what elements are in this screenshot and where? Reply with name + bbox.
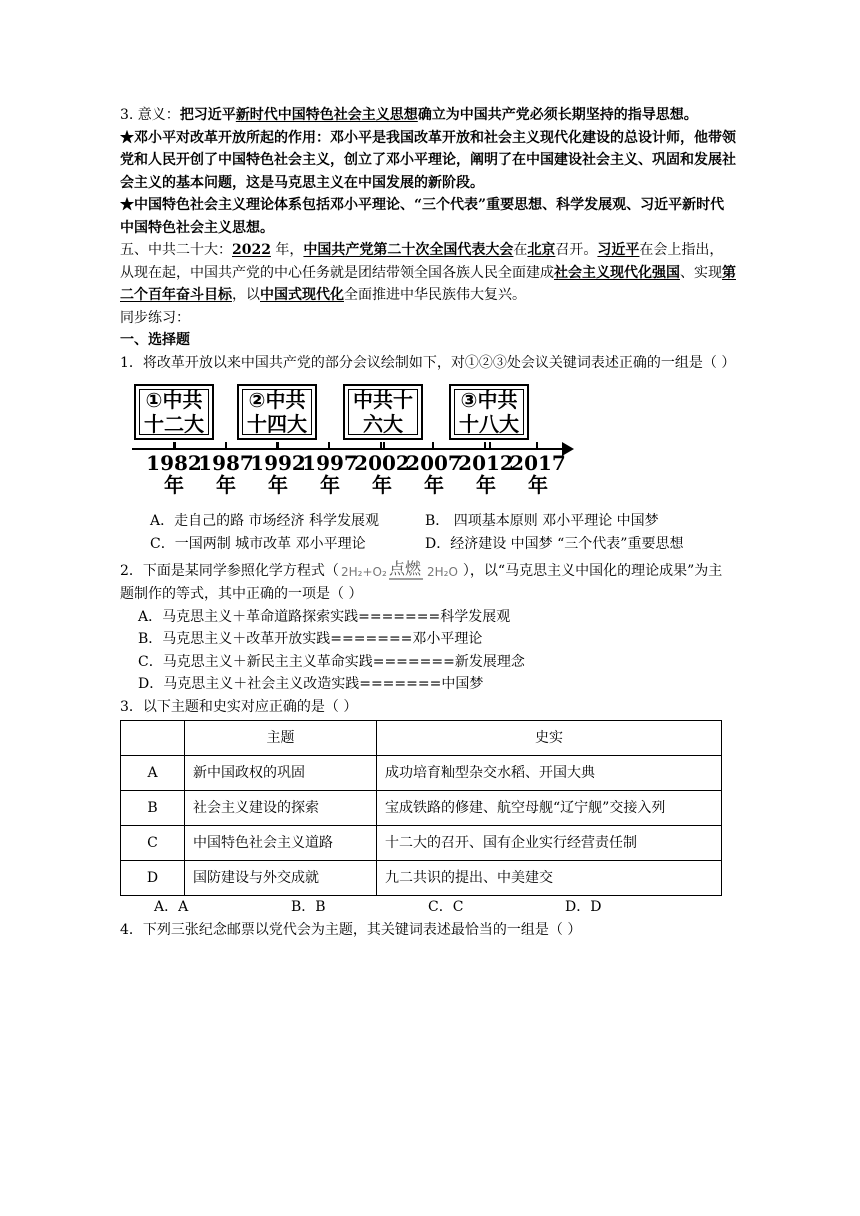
timeline-box [449,384,529,440]
q1-stem: 1．将改革开放以来中国共产党的部分会议绘制如下，对①②③处会议关键词表述正确的一组是（ ） [120,354,736,371]
timeline-box-label: ②中共 [248,388,306,412]
q2-option-b[interactable]: B．马克思主义＋改革开放实践=======邓小平理论 [138,631,483,647]
equation-condition: 点燃 [388,559,421,578]
practice-label: 同步练习： [120,309,190,326]
timeline-tick [380,442,382,450]
table-row [121,791,722,826]
timeline-box-label: 十四大 [247,412,307,436]
section-title: 一、选择题 [120,332,190,348]
q1-options [120,510,736,555]
table-row [121,826,722,861]
timeline-tick [484,442,486,450]
deng-role-paragraph: ★邓小平对改革开放所起的作用：邓小平是我国改革开放和社会主义现代化建设的总设计师，他带领党和人民开创了中国特色社会主义，创立了邓小平理论，阐明了在中国建设社会主义、巩固和发展社会主义的基本问题，这是马克思主义在中国发展的新阶段。 [120,129,736,191]
equation-left: 2H₂+O₂ [340,565,387,579]
table-row [121,861,722,896]
meaning-prefix: 3. 意义： [120,107,180,123]
timeline-box [237,384,317,440]
table-cell: 十二大的召开、国有企业实行经营责任制 [377,826,722,861]
table-row [121,756,722,791]
timeline-year: 1992 年 [250,451,306,497]
table-cell: B [121,791,185,826]
congress20-centenary: 第二个百年奋斗目标 [120,264,736,303]
table-cell: 国防建设与外交成就 [185,861,377,896]
table-header-cell [121,721,185,756]
timeline-tick [276,442,278,450]
congress20-text: 在会上指出，从现在起，中国共产党的中心任务就是团结带领全国各族人民全面建成 [120,242,724,281]
table-cell: 成功培育籼型杂交水稻、开国大典 [377,756,722,791]
table-cell: 新中国政权的巩固 [185,756,377,791]
timeline-year: 1982 年 [146,451,202,497]
q3-option-a[interactable]: A．A [154,899,189,915]
q1-option-a[interactable]: A．走自己的路 市场经济 科学发展观 [150,513,380,529]
congress20-year: 2022 [232,242,271,258]
congress20-label: 五、中共二十大： [120,242,232,258]
timeline-box-label: 十八大 [459,412,519,436]
q2-stem-text: 2．下面是某同学参照化学方程式（ [120,563,339,579]
q3-table [120,720,722,896]
congress20-name: 中国共产党第二十次全国代表大会 [303,242,514,258]
timeline-tick [173,442,175,450]
meaning-text: 把习近平 [179,107,236,123]
table-header-cell: 史实 [377,721,722,756]
table-header-cell: 主题 [185,721,377,756]
timeline-tick [328,442,330,450]
meaning-key-term: 新时代中国特色社会主义思想 [235,107,418,123]
timeline-year: 2007 年 [406,451,462,497]
timeline-tick [536,442,538,450]
congress20-text: 召开。 [555,242,598,258]
congress20-city: 北京 [527,242,556,258]
table-cell: 社会主义建设的探索 [185,791,377,826]
q3-option-c[interactable]: C．C [428,899,464,915]
congress20-leader: 习近平 [597,242,640,258]
q2-option-c[interactable]: C．马克思主义＋新民主主义革命实践=======新发展理念 [138,653,525,670]
q2-option-d[interactable]: D．马克思主义＋社会主义改造实践=======中国梦 [138,676,484,692]
q2-stem [120,559,736,606]
timeline-year: 2017 年 [510,451,566,497]
timeline-axis [132,448,566,450]
q2-options [120,606,736,696]
table-cell: 中国特色社会主义道路 [185,826,377,861]
congress20-goal: 社会主义现代化强国 [554,264,680,281]
q2-stem-text: ），以“马克思主义中国化的理论成果”为主题制作的等式，其中正确的一项是（ ） [120,563,723,602]
timeline-year: 1997 年 [302,451,358,497]
equation-right: 2H₂O [426,565,458,579]
meaning-paragraph [120,104,736,127]
congress20-text: 全面推进中华民族伟大复兴。 [344,287,526,303]
congress20-text: ，以 [232,287,260,303]
timeline-tick [432,442,434,450]
table-cell: 宝成铁路的修建、航空母舰“辽宁舰”交接入列 [377,791,722,826]
timeline-box-label: ①中共 [145,388,203,412]
q3-stem: 3．以下主题和史实对应正确的是（ ） [120,698,358,715]
timeline-box [343,384,423,440]
table-cell: C [121,826,185,861]
table-cell: A [121,756,185,791]
congress20-paragraph [120,239,736,307]
q2-option-a[interactable]: A．马克思主义＋革命道路探索实践=======科学发展观 [138,608,511,625]
q3-options [120,896,736,919]
q1-option-c[interactable]: C．一国两制 城市改革 邓小平理论 [150,535,366,552]
congress20-path: 中国式现代化 [260,287,344,303]
meaning-text-end: 确立为中国共产党必须长期坚持的指导思想。 [417,107,698,123]
timeline-year: 2012 年 [458,451,514,497]
q1-timeline-figure [132,384,582,504]
q3-option-b[interactable]: B．B [291,899,326,915]
timeline-tick [225,442,227,450]
timeline-box-label: 中共十 [353,388,413,412]
timeline-box-label: 六大 [363,412,403,436]
q4-stem: 4．下列三张纪念邮票以党代会为主题，其关键词表述最恰当的一组是（ ） [120,921,582,938]
table-header-row [121,721,722,756]
timeline-box [134,384,214,440]
congress20-text: 、实现 [680,264,722,281]
timeline-year: 2002 年 [354,451,410,497]
q1-option-d[interactable]: D．经济建设 中国梦 “三个代表”重要思想 [425,535,684,552]
document-content [120,104,736,941]
table-cell: D [121,861,185,896]
q3-option-d[interactable]: D．D [565,899,602,915]
theory-system-paragraph: ★中国特色社会主义理论体系包括邓小平理论、“三个代表”重要思想、科学发展观、习近平新时代中国特色社会主义思想。 [120,197,725,236]
chemical-equation-image [339,559,463,583]
timeline-box-label: ③中共 [460,388,518,412]
congress20-text: 年， [270,242,304,258]
congress20-text: 在 [513,242,528,258]
timeline-year: 1987 年 [198,451,254,497]
q1-option-b[interactable]: B． 四项基本原则 邓小平理论 中国梦 [425,513,659,529]
timeline-box-label: 十二大 [144,412,204,436]
table-cell: 九二共识的提出、中美建交 [377,861,722,896]
